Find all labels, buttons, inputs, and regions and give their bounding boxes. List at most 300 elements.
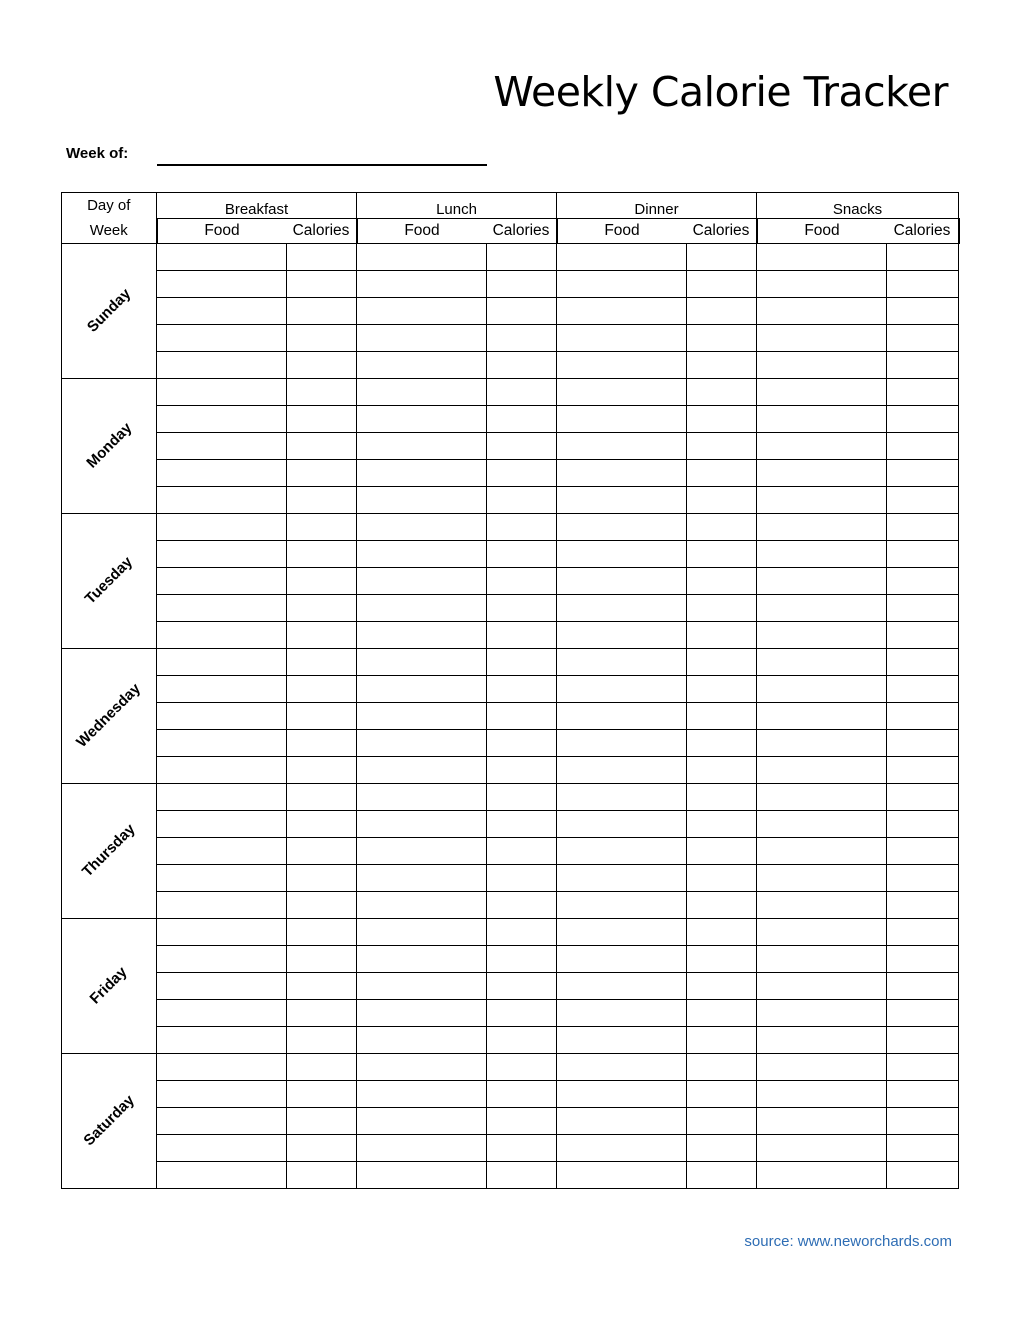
food-entry-cell[interactable] <box>557 811 687 838</box>
calories-column-header: Calories <box>487 218 557 244</box>
food-entry-cell[interactable] <box>157 973 287 1000</box>
calories-column-header: Calories <box>687 218 757 244</box>
food-entry-cell[interactable] <box>357 1027 487 1054</box>
calories-entry-cell[interactable] <box>487 406 557 433</box>
calories-entry-cell[interactable] <box>487 244 557 271</box>
food-entry-cell[interactable] <box>757 244 887 271</box>
calories-entry-cell[interactable] <box>487 1081 557 1108</box>
table-row <box>62 595 959 622</box>
calories-entry-cell[interactable] <box>687 433 757 460</box>
calories-entry-cell[interactable] <box>687 379 757 406</box>
food-entry-cell[interactable] <box>157 379 287 406</box>
food-entry-cell[interactable] <box>757 352 887 379</box>
food-entry-cell[interactable] <box>757 1135 887 1162</box>
food-entry-cell[interactable] <box>357 757 487 784</box>
calories-entry-cell[interactable] <box>687 460 757 487</box>
calories-entry-cell[interactable] <box>687 838 757 865</box>
food-entry-cell[interactable] <box>157 325 287 352</box>
calories-entry-cell[interactable] <box>887 919 959 946</box>
calories-entry-cell[interactable] <box>887 595 959 622</box>
food-entry-cell[interactable] <box>157 865 287 892</box>
table-row <box>62 1000 959 1027</box>
calories-entry-cell[interactable] <box>687 676 757 703</box>
food-entry-cell[interactable] <box>557 460 687 487</box>
calories-entry-cell[interactable] <box>287 1108 357 1135</box>
food-entry-cell[interactable] <box>757 325 887 352</box>
calories-entry-cell[interactable] <box>287 1000 357 1027</box>
calories-entry-cell[interactable] <box>887 892 959 919</box>
calories-entry-cell[interactable] <box>287 865 357 892</box>
food-entry-cell[interactable] <box>357 379 487 406</box>
food-entry-cell[interactable] <box>757 892 887 919</box>
calories-entry-cell[interactable] <box>487 730 557 757</box>
food-entry-cell[interactable] <box>757 973 887 1000</box>
calories-entry-cell[interactable] <box>887 649 959 676</box>
food-entry-cell[interactable] <box>157 1054 287 1081</box>
food-entry-cell[interactable] <box>757 541 887 568</box>
calories-entry-cell[interactable] <box>487 892 557 919</box>
food-entry-cell[interactable] <box>157 919 287 946</box>
food-entry-cell[interactable] <box>157 838 287 865</box>
food-entry-cell[interactable] <box>557 865 687 892</box>
calories-entry-cell[interactable] <box>487 784 557 811</box>
food-entry-cell[interactable] <box>557 946 687 973</box>
food-entry-cell[interactable] <box>557 649 687 676</box>
calories-entry-cell[interactable] <box>887 838 959 865</box>
food-entry-cell[interactable] <box>357 811 487 838</box>
calories-entry-cell[interactable] <box>287 460 357 487</box>
food-entry-cell[interactable] <box>757 595 887 622</box>
calories-entry-cell[interactable] <box>487 703 557 730</box>
food-entry-cell[interactable] <box>557 325 687 352</box>
food-entry-cell[interactable] <box>157 784 287 811</box>
food-entry-cell[interactable] <box>557 784 687 811</box>
food-entry-cell[interactable] <box>357 460 487 487</box>
food-entry-cell[interactable] <box>157 298 287 325</box>
food-entry-cell[interactable] <box>157 406 287 433</box>
food-entry-cell[interactable] <box>357 568 487 595</box>
calories-entry-cell[interactable] <box>687 1081 757 1108</box>
calories-column-header: Calories <box>287 218 357 244</box>
calories-entry-cell[interactable] <box>487 838 557 865</box>
calories-entry-cell[interactable] <box>487 1054 557 1081</box>
food-entry-cell[interactable] <box>557 1135 687 1162</box>
food-entry-cell[interactable] <box>557 757 687 784</box>
calories-entry-cell[interactable] <box>487 946 557 973</box>
calories-entry-cell[interactable] <box>887 541 959 568</box>
food-entry-cell[interactable] <box>757 460 887 487</box>
calories-entry-cell[interactable] <box>687 595 757 622</box>
calories-entry-cell[interactable] <box>287 379 357 406</box>
calories-entry-cell[interactable] <box>887 1081 959 1108</box>
food-entry-cell[interactable] <box>757 838 887 865</box>
food-entry-cell[interactable] <box>557 703 687 730</box>
food-entry-cell[interactable] <box>157 730 287 757</box>
calories-entry-cell[interactable] <box>687 919 757 946</box>
calories-entry-cell[interactable] <box>887 973 959 1000</box>
food-entry-cell[interactable] <box>557 838 687 865</box>
calories-entry-cell[interactable] <box>687 568 757 595</box>
calories-entry-cell[interactable] <box>287 946 357 973</box>
day-label: Friday <box>87 963 131 1008</box>
calories-entry-cell[interactable] <box>287 1162 357 1189</box>
calories-entry-cell[interactable] <box>487 433 557 460</box>
calories-entry-cell[interactable] <box>287 784 357 811</box>
calories-entry-cell[interactable] <box>887 433 959 460</box>
food-entry-cell[interactable] <box>357 838 487 865</box>
calories-entry-cell[interactable] <box>487 1135 557 1162</box>
food-entry-cell[interactable] <box>157 1162 287 1189</box>
calories-entry-cell[interactable] <box>887 757 959 784</box>
food-entry-cell[interactable] <box>157 1000 287 1027</box>
calories-entry-cell[interactable] <box>287 1054 357 1081</box>
calories-entry-cell[interactable] <box>887 1054 959 1081</box>
food-entry-cell[interactable] <box>357 1108 487 1135</box>
calories-entry-cell[interactable] <box>487 541 557 568</box>
food-entry-cell[interactable] <box>757 487 887 514</box>
calories-entry-cell[interactable] <box>687 703 757 730</box>
calories-entry-cell[interactable] <box>287 1027 357 1054</box>
food-entry-cell[interactable] <box>557 622 687 649</box>
food-entry-cell[interactable] <box>557 541 687 568</box>
calories-entry-cell[interactable] <box>887 406 959 433</box>
calories-entry-cell[interactable] <box>887 1162 959 1189</box>
calories-entry-cell[interactable] <box>287 271 357 298</box>
food-entry-cell[interactable] <box>157 541 287 568</box>
food-entry-cell[interactable] <box>357 973 487 1000</box>
calories-entry-cell[interactable] <box>287 568 357 595</box>
calories-entry-cell[interactable] <box>287 298 357 325</box>
food-entry-cell[interactable] <box>557 595 687 622</box>
food-entry-cell[interactable] <box>557 676 687 703</box>
calories-entry-cell[interactable] <box>287 433 357 460</box>
food-entry-cell[interactable] <box>757 649 887 676</box>
calories-entry-cell[interactable] <box>687 1162 757 1189</box>
food-entry-cell[interactable] <box>357 676 487 703</box>
page-title: Weekly Calorie Tracker <box>493 68 948 116</box>
food-entry-cell[interactable] <box>157 568 287 595</box>
calories-entry-cell[interactable] <box>887 811 959 838</box>
calories-entry-cell[interactable] <box>687 730 757 757</box>
food-entry-cell[interactable] <box>557 1081 687 1108</box>
food-entry-cell[interactable] <box>557 514 687 541</box>
calories-entry-cell[interactable] <box>687 325 757 352</box>
food-entry-cell[interactable] <box>357 406 487 433</box>
food-entry-cell[interactable] <box>757 811 887 838</box>
food-entry-cell[interactable] <box>757 757 887 784</box>
calories-entry-cell[interactable] <box>287 541 357 568</box>
food-entry-cell[interactable] <box>157 271 287 298</box>
calories-entry-cell[interactable] <box>887 460 959 487</box>
food-entry-cell[interactable] <box>157 757 287 784</box>
calories-entry-cell[interactable] <box>887 784 959 811</box>
calories-entry-cell[interactable] <box>887 1135 959 1162</box>
food-entry-cell[interactable] <box>357 892 487 919</box>
calories-entry-cell[interactable] <box>887 352 959 379</box>
calories-entry-cell[interactable] <box>687 541 757 568</box>
calories-entry-cell[interactable] <box>287 919 357 946</box>
food-entry-cell[interactable] <box>357 244 487 271</box>
day-of-week-header-line2: Week <box>89 222 128 239</box>
food-entry-cell[interactable] <box>357 1054 487 1081</box>
food-entry-cell[interactable] <box>357 703 487 730</box>
week-of-label: Week of: <box>66 145 129 162</box>
food-entry-cell[interactable] <box>157 244 287 271</box>
calories-entry-cell[interactable] <box>887 487 959 514</box>
calories-entry-cell[interactable] <box>887 244 959 271</box>
calories-entry-cell[interactable] <box>487 811 557 838</box>
table-row <box>62 244 959 271</box>
food-entry-cell[interactable] <box>557 1027 687 1054</box>
food-entry-cell[interactable] <box>357 298 487 325</box>
food-entry-cell[interactable] <box>357 865 487 892</box>
calories-entry-cell[interactable] <box>887 568 959 595</box>
meal-header-dinner: Dinner <box>557 193 757 219</box>
food-entry-cell[interactable] <box>757 865 887 892</box>
calories-entry-cell[interactable] <box>687 946 757 973</box>
food-entry-cell[interactable] <box>557 568 687 595</box>
calories-entry-cell[interactable] <box>687 622 757 649</box>
calories-entry-cell[interactable] <box>887 379 959 406</box>
food-entry-cell[interactable] <box>757 406 887 433</box>
calories-entry-cell[interactable] <box>887 514 959 541</box>
calories-entry-cell[interactable] <box>887 865 959 892</box>
food-entry-cell[interactable] <box>157 1108 287 1135</box>
food-entry-cell[interactable] <box>157 622 287 649</box>
calories-entry-cell[interactable] <box>687 514 757 541</box>
food-entry-cell[interactable] <box>557 433 687 460</box>
food-entry-cell[interactable] <box>357 649 487 676</box>
table-row <box>62 1027 959 1054</box>
calories-entry-cell[interactable] <box>287 676 357 703</box>
calories-entry-cell[interactable] <box>287 352 357 379</box>
food-entry-cell[interactable] <box>757 1027 887 1054</box>
calories-entry-cell[interactable] <box>487 271 557 298</box>
food-entry-cell[interactable] <box>757 730 887 757</box>
food-entry-cell[interactable] <box>557 973 687 1000</box>
calories-entry-cell[interactable] <box>487 352 557 379</box>
food-entry-cell[interactable] <box>157 892 287 919</box>
food-entry-cell[interactable] <box>157 433 287 460</box>
calories-entry-cell[interactable] <box>687 865 757 892</box>
calories-entry-cell[interactable] <box>487 568 557 595</box>
calories-entry-cell[interactable] <box>887 325 959 352</box>
food-entry-cell[interactable] <box>757 1000 887 1027</box>
food-entry-cell[interactable] <box>757 703 887 730</box>
calories-entry-cell[interactable] <box>887 946 959 973</box>
calories-entry-cell[interactable] <box>487 973 557 1000</box>
calories-entry-cell[interactable] <box>287 973 357 1000</box>
food-entry-cell[interactable] <box>157 946 287 973</box>
calories-entry-cell[interactable] <box>487 919 557 946</box>
food-entry-cell[interactable] <box>557 298 687 325</box>
food-entry-cell[interactable] <box>557 406 687 433</box>
food-entry-cell[interactable] <box>157 1027 287 1054</box>
food-entry-cell[interactable] <box>157 676 287 703</box>
calories-entry-cell[interactable] <box>687 1027 757 1054</box>
calories-entry-cell[interactable] <box>887 298 959 325</box>
food-entry-cell[interactable] <box>357 325 487 352</box>
calories-entry-cell[interactable] <box>487 676 557 703</box>
food-entry-cell[interactable] <box>757 622 887 649</box>
food-entry-cell[interactable] <box>357 514 487 541</box>
food-entry-cell[interactable] <box>357 595 487 622</box>
food-entry-cell[interactable] <box>157 460 287 487</box>
day-cell-sunday <box>62 244 157 379</box>
food-entry-cell[interactable] <box>157 649 287 676</box>
calories-entry-cell[interactable] <box>287 892 357 919</box>
source-link[interactable]: source: www.neworchards.com <box>744 1233 952 1250</box>
calories-entry-cell[interactable] <box>287 703 357 730</box>
calories-entry-cell[interactable] <box>687 811 757 838</box>
food-entry-cell[interactable] <box>157 595 287 622</box>
food-entry-cell[interactable] <box>557 892 687 919</box>
calories-entry-cell[interactable] <box>487 1000 557 1027</box>
calories-entry-cell[interactable] <box>887 730 959 757</box>
calories-entry-cell[interactable] <box>287 811 357 838</box>
calories-entry-cell[interactable] <box>287 838 357 865</box>
food-entry-cell[interactable] <box>757 676 887 703</box>
food-entry-cell[interactable] <box>357 1162 487 1189</box>
food-entry-cell[interactable] <box>557 1162 687 1189</box>
calories-entry-cell[interactable] <box>287 244 357 271</box>
calories-entry-cell[interactable] <box>487 1108 557 1135</box>
calories-entry-cell[interactable] <box>687 757 757 784</box>
food-entry-cell[interactable] <box>357 1135 487 1162</box>
food-entry-cell[interactable] <box>557 730 687 757</box>
food-entry-cell[interactable] <box>557 1054 687 1081</box>
calories-entry-cell[interactable] <box>487 487 557 514</box>
calories-entry-cell[interactable] <box>687 244 757 271</box>
food-entry-cell[interactable] <box>757 379 887 406</box>
calories-entry-cell[interactable] <box>487 1027 557 1054</box>
calories-entry-cell[interactable] <box>287 514 357 541</box>
calories-entry-cell[interactable] <box>687 487 757 514</box>
food-entry-cell[interactable] <box>157 811 287 838</box>
food-entry-cell[interactable] <box>757 568 887 595</box>
calories-entry-cell[interactable] <box>487 649 557 676</box>
calories-entry-cell[interactable] <box>687 352 757 379</box>
calories-entry-cell[interactable] <box>287 1135 357 1162</box>
food-entry-cell[interactable] <box>757 784 887 811</box>
calories-entry-cell[interactable] <box>887 271 959 298</box>
calories-entry-cell[interactable] <box>487 298 557 325</box>
calories-entry-cell[interactable] <box>687 271 757 298</box>
calories-entry-cell[interactable] <box>887 1000 959 1027</box>
food-entry-cell[interactable] <box>357 1000 487 1027</box>
calories-entry-cell[interactable] <box>487 325 557 352</box>
food-entry-cell[interactable] <box>357 919 487 946</box>
calories-entry-cell[interactable] <box>287 622 357 649</box>
day-cell-friday <box>62 919 157 1054</box>
food-entry-cell[interactable] <box>357 1081 487 1108</box>
food-entry-cell[interactable] <box>357 433 487 460</box>
calories-entry-cell[interactable] <box>687 406 757 433</box>
calorie-tracker-table <box>61 192 960 1189</box>
food-entry-cell[interactable] <box>757 271 887 298</box>
calories-entry-cell[interactable] <box>687 1135 757 1162</box>
calories-entry-cell[interactable] <box>487 865 557 892</box>
calories-entry-cell[interactable] <box>887 622 959 649</box>
food-entry-cell[interactable] <box>557 271 687 298</box>
food-entry-cell[interactable] <box>357 730 487 757</box>
calories-entry-cell[interactable] <box>487 1162 557 1189</box>
calories-entry-cell[interactable] <box>687 973 757 1000</box>
food-entry-cell[interactable] <box>557 244 687 271</box>
food-entry-cell[interactable] <box>157 1135 287 1162</box>
food-entry-cell[interactable] <box>557 487 687 514</box>
food-entry-cell[interactable] <box>157 1081 287 1108</box>
food-entry-cell[interactable] <box>757 433 887 460</box>
food-entry-cell[interactable] <box>757 1108 887 1135</box>
calories-entry-cell[interactable] <box>487 379 557 406</box>
table-row <box>62 568 959 595</box>
calories-entry-cell[interactable] <box>687 1054 757 1081</box>
food-entry-cell[interactable] <box>757 298 887 325</box>
calories-entry-cell[interactable] <box>287 406 357 433</box>
calories-entry-cell[interactable] <box>287 487 357 514</box>
calories-entry-cell[interactable] <box>287 325 357 352</box>
calories-entry-cell[interactable] <box>887 703 959 730</box>
calories-entry-cell[interactable] <box>887 1027 959 1054</box>
calories-entry-cell[interactable] <box>487 757 557 784</box>
food-entry-cell[interactable] <box>157 514 287 541</box>
food-entry-cell[interactable] <box>757 1054 887 1081</box>
calories-entry-cell[interactable] <box>487 622 557 649</box>
calories-entry-cell[interactable] <box>487 460 557 487</box>
food-entry-cell[interactable] <box>357 541 487 568</box>
food-entry-cell[interactable] <box>357 352 487 379</box>
food-entry-cell[interactable] <box>157 703 287 730</box>
food-entry-cell[interactable] <box>157 487 287 514</box>
food-entry-cell[interactable] <box>757 1162 887 1189</box>
food-entry-cell[interactable] <box>757 919 887 946</box>
food-entry-cell[interactable] <box>357 784 487 811</box>
calories-entry-cell[interactable] <box>487 514 557 541</box>
calories-entry-cell[interactable] <box>287 730 357 757</box>
calories-entry-cell[interactable] <box>287 595 357 622</box>
table-row <box>62 379 959 406</box>
food-entry-cell[interactable] <box>557 919 687 946</box>
calories-entry-cell[interactable] <box>687 892 757 919</box>
calories-entry-cell[interactable] <box>687 1108 757 1135</box>
food-entry-cell[interactable] <box>557 1108 687 1135</box>
food-entry-cell[interactable] <box>757 1081 887 1108</box>
food-entry-cell[interactable] <box>357 946 487 973</box>
food-entry-cell[interactable] <box>157 352 287 379</box>
food-entry-cell[interactable] <box>557 352 687 379</box>
food-entry-cell[interactable] <box>357 271 487 298</box>
calories-entry-cell[interactable] <box>887 676 959 703</box>
food-entry-cell[interactable] <box>757 946 887 973</box>
calories-entry-cell[interactable] <box>687 784 757 811</box>
calories-entry-cell[interactable] <box>887 1108 959 1135</box>
table-row <box>62 487 959 514</box>
calories-entry-cell[interactable] <box>487 595 557 622</box>
food-entry-cell[interactable] <box>357 487 487 514</box>
calories-entry-cell[interactable] <box>287 1081 357 1108</box>
calories-entry-cell[interactable] <box>687 1000 757 1027</box>
calories-entry-cell[interactable] <box>687 649 757 676</box>
week-of-field[interactable] <box>157 164 487 166</box>
food-entry-cell[interactable] <box>557 1000 687 1027</box>
calories-entry-cell[interactable] <box>287 757 357 784</box>
food-entry-cell[interactable] <box>557 379 687 406</box>
food-entry-cell[interactable] <box>357 622 487 649</box>
food-entry-cell[interactable] <box>757 514 887 541</box>
calories-entry-cell[interactable] <box>287 649 357 676</box>
calories-entry-cell[interactable] <box>687 298 757 325</box>
